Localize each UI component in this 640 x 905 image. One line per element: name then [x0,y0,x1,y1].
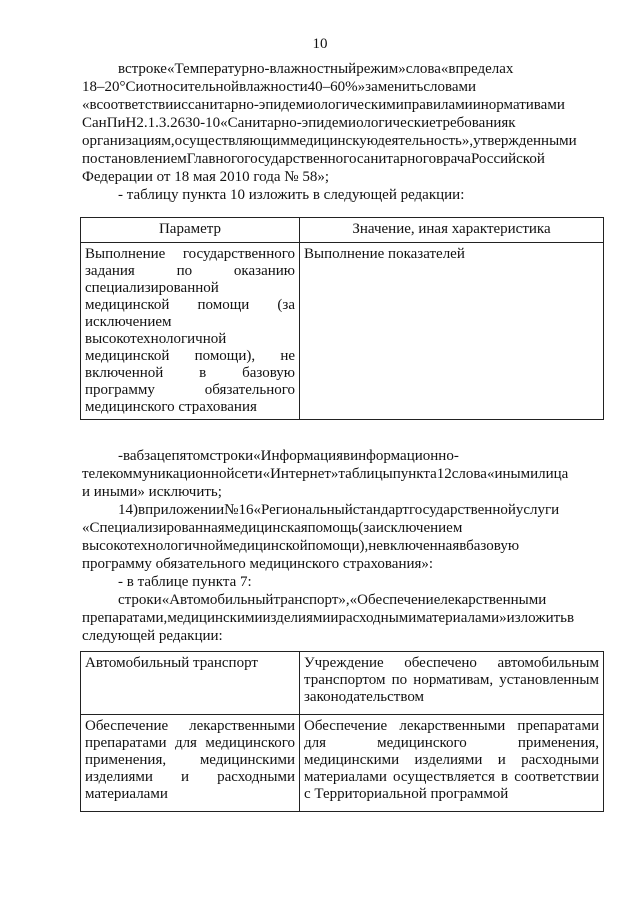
table-cell-parameter [81,243,300,420]
cell-line: высокотехнологичной [85,331,227,347]
text-line: программу обязательного медицинского страхования»: [82,556,434,572]
table-row [81,243,604,420]
text-line: и иными» исключить; [82,484,222,500]
text-line: -вабзацепятомстроки«Информациявинформационно- [118,448,459,464]
cell-line: программу обязательного [85,382,295,398]
table-cell-parameter [81,652,300,715]
text-line: следующей редакции: [82,628,223,644]
paragraph-2 [82,447,602,645]
cell-line: Обеспечение лекарственными препаратами [304,718,599,734]
table-header-row [81,218,604,243]
text-line: - таблицу пункта 10 изложить в следующей редакции: [118,187,465,203]
text-line: Федерации от 18 мая 2010 года № 58»; [82,169,330,185]
text-line: препаратами,медицинскимиизделиямиирасходнымиматериалами»изложитьв [82,610,575,626]
table-header-cell: Параметр [81,218,300,243]
text-line: «всоответствииссанитарно-эпидемиологическимиправиламиинормативами [82,97,565,113]
cell-line: препаратами для медицинского [85,735,295,751]
text-line: 18–20°Сиотносительнойвлажности40–60%»заменитьсловами [82,79,477,95]
cell-line: Автомобильный транспорт [85,655,258,671]
text-line: - в таблице пункта 7: [118,574,252,590]
table-row [81,715,604,812]
cell-line: медицинской помощи), не [85,348,295,364]
cell-line: транспортом по нормативам, установленным [304,672,599,688]
paragraph-1 [82,60,602,204]
table-cell-parameter [81,715,300,812]
table-cell-value [300,652,604,715]
text-line: 14)вприложении№16«Региональныйстандартгосударственнойуслуги [118,502,560,518]
table-header-cell: Значение, иная характеристика [300,218,604,243]
cell-line: применения, медицинскими [85,752,295,768]
text-line: телекоммуникационнойсети«Интернет»таблицыпункта12слова«инымилица [82,466,569,482]
cell-line: медицинского страхования [85,399,257,415]
table-cell-value: Выполнение показателей [300,243,604,420]
cell-line: включенной в базовую [85,365,295,381]
cell-line: медицинскими изделиями и расходными [304,752,599,768]
cell-line: законодательством [304,689,425,705]
cell-line: исключением [85,314,172,330]
cell-line: для медицинского применения, [304,735,599,751]
table-cell-value [300,715,604,812]
table-row [81,652,604,715]
cell-line: специализированной [85,280,219,296]
text-line: организациям,осуществляющиммедицинскуюдеятельность»,утвержденными [82,133,577,149]
page-number: 10 [312,36,328,52]
text-line: постановлениемГлавногогосударственногосанитарноговрачаРоссийской [82,151,545,167]
text-line: «Специализированнаямедицинскаяпомощь(заисключением [82,520,463,536]
table-transport-supply [80,651,604,812]
cell-line: изделиями и расходными [85,769,295,785]
table-parameters [80,217,604,420]
cell-line: материалами [85,786,168,802]
cell-line: медицинской помощи (за [85,297,295,313]
text-line: СанПиН2.1.3.2630-10«Санитарно-эпидемиологическиетребованияк [82,115,516,131]
cell-line: задания по оказанию [85,263,295,279]
text-line: строки«Автомобильныйтранспорт»,«Обеспечениелекарственными [118,592,547,608]
cell-line: Обеспечение лекарственными [85,718,295,734]
cell-line: материалами осуществляется в соответствии [304,769,599,785]
cell-line: Учреждение обеспечено автомобильным [304,655,599,671]
text-line: встроке«Температурно-влажностныйрежим»слова«впределах [118,61,514,77]
cell-line: Выполнение государственного [85,246,295,262]
cell-line: с Территориальной программой [304,786,509,802]
text-line: высокотехнологичноймедицинскойпомощи),невключеннаявбазовую [82,538,520,554]
